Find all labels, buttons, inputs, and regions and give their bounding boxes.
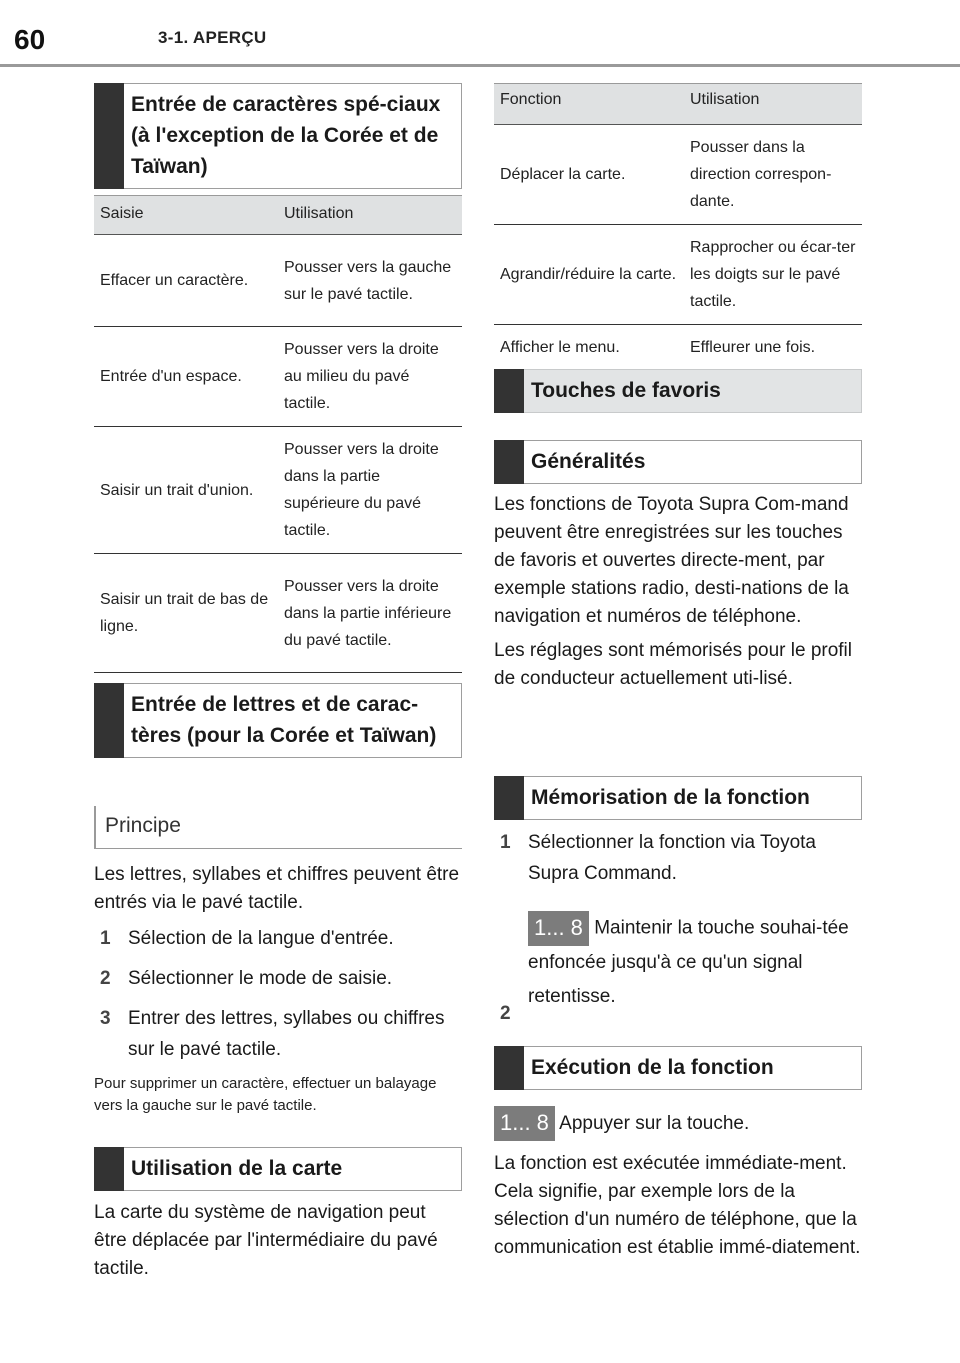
- table-row: [94, 554, 462, 673]
- table-cell: Pousser vers la droite au milieu du pavé tactile.: [278, 327, 462, 427]
- general-heading: Généralités: [494, 440, 862, 484]
- input-table: [94, 195, 462, 673]
- table-cell: Pousser vers la gauche sur le pavé tactile.: [278, 235, 462, 327]
- letters-heading-wrap: [94, 683, 462, 758]
- general-paragraph-1: Les fonctions de Toyota Supra Com-mand peuvent être enregistrées sur les touches de favoris et ouvertes directe-ment, par exemple stations radio, desti-nations de la navigation et numéros de téléphone.: [494, 494, 849, 627]
- table-cell: Effleurer une fois.: [684, 325, 862, 371]
- chapter-title: 3-1. APERÇU: [158, 28, 267, 47]
- list-item: [494, 827, 862, 889]
- heading-bar: [494, 369, 524, 413]
- principle-text: Les lettres, syllabes et chiffres peuvent être entrés via le pavé tactile.: [94, 864, 460, 913]
- header-rule: [0, 64, 960, 67]
- special-chars-heading: Entrée de caractères spé-ciaux (à l'exception de la Corée et de Taïwan): [94, 83, 462, 189]
- heading-bar: [494, 776, 524, 820]
- table-cell: Pousser dans la direction correspon-dante.: [684, 125, 862, 225]
- heading-bar: [494, 440, 524, 484]
- table-row: [494, 225, 862, 325]
- table-cell: Pousser vers la droite dans la partie inférieure du pavé tactile.: [278, 554, 462, 673]
- map-text-wrap: [94, 1199, 462, 1283]
- map-text: La carte du système de navigation peut être déplacée par l'intermédiaire du pavé tactile.: [94, 1202, 438, 1279]
- general-text-block: [494, 491, 862, 693]
- table-cell: Pousser vers la droite dans la partie supérieure du pavé tactile.: [278, 427, 462, 554]
- step-number: 3: [100, 1008, 111, 1029]
- memorize-steps: [494, 827, 862, 1024]
- heading-bar: [94, 683, 124, 758]
- list-item: [94, 963, 462, 994]
- memorize-heading: Mémorisation de la fonction: [494, 776, 862, 820]
- table-row: [494, 325, 862, 371]
- table-row: [94, 327, 462, 427]
- map-heading: Utilisation de la carte: [94, 1147, 462, 1191]
- favorites-heading-wrap: [494, 369, 862, 413]
- table-cell: Effacer un caractère.: [94, 235, 278, 327]
- table-cell: Saisir un trait de bas de ligne.: [94, 554, 278, 673]
- general-paragraph-2: Les réglages sont mémorisés pour le profil de conducteur actuellement uti-lisé.: [494, 640, 853, 689]
- execute-text: Appuyer sur la touche.: [559, 1113, 750, 1134]
- table-header-row: [94, 196, 462, 235]
- favorite-key-badge: 1... 8: [494, 1106, 555, 1141]
- principle-subheading-wrap: [94, 806, 462, 849]
- step-text: Sélection de la langue d'entrée.: [128, 928, 394, 949]
- general-heading-wrap: [494, 440, 862, 484]
- memorize-heading-wrap: [494, 776, 862, 820]
- table-cell: Agrandir/réduire la carte.: [494, 225, 684, 325]
- step-text: Entrer des lettres, syllabes ou chiffres sur le pavé tactile.: [128, 1008, 445, 1060]
- map-heading-wrap: [94, 1147, 462, 1191]
- heading-bar: [94, 1147, 124, 1191]
- step-number: 1: [500, 832, 511, 853]
- table-header-fonction: Fonction: [494, 84, 684, 125]
- table-cell: Saisir un trait d'union.: [94, 427, 278, 554]
- table-row: [494, 125, 862, 225]
- heading-bar: [494, 1046, 524, 1090]
- favorite-key-badge: 1... 8: [528, 911, 589, 946]
- table-row: [94, 235, 462, 327]
- table-header-utilisation: Utilisation: [684, 84, 862, 125]
- page-number: 60: [14, 24, 46, 55]
- table-header-utilisation: Utilisation: [278, 196, 462, 235]
- input-table-wrap: [94, 195, 462, 673]
- table-row: [94, 427, 462, 554]
- step-text: Maintenir la touche souhai-tée enfoncée jusqu'à ce qu'un signal retentisse.: [528, 917, 849, 1007]
- principle-block: [94, 861, 462, 1117]
- execute-heading-wrap: [494, 1046, 862, 1090]
- list-item: [494, 911, 862, 1024]
- step-number: 2: [100, 968, 111, 989]
- step-text: Sélectionner la fonction via Toyota Supra Command.: [528, 832, 816, 884]
- left-column: [94, 83, 462, 189]
- function-table: [494, 83, 862, 371]
- list-item: [94, 923, 462, 954]
- step-number: 2: [500, 1003, 511, 1024]
- step-number: 1: [100, 928, 111, 949]
- principle-subheading: Principe: [94, 806, 462, 849]
- table-header-row: [494, 84, 862, 125]
- table-header-saisie: Saisie: [94, 196, 278, 235]
- letters-heading: Entrée de lettres et de carac-tères (pour la Corée et Taïwan): [94, 683, 462, 758]
- delete-note: Pour supprimer un caractère, effectuer un balayage vers la gauche sur le pavé tactile.: [94, 1075, 437, 1114]
- execute-line: [494, 1106, 862, 1142]
- execute-paragraph: La fonction est exécutée immédiate-ment. Cela signifie, par exemple lors de la sélection d'un numéro de téléphone, que la communication est établie immé-diatement.: [494, 1153, 861, 1258]
- table-cell: Entrée d'un espace.: [94, 327, 278, 427]
- execute-block: [494, 1106, 862, 1262]
- heading-bar: [94, 83, 124, 189]
- table-cell: Rapprocher ou écar-ter les doigts sur le pavé tactile.: [684, 225, 862, 325]
- list-item: [94, 1003, 462, 1065]
- table-cell: Déplacer la carte.: [494, 125, 684, 225]
- favorites-heading: Touches de favoris: [494, 369, 862, 413]
- table-cell: Afficher le menu.: [494, 325, 684, 371]
- execute-heading: Exécution de la fonction: [494, 1046, 862, 1090]
- function-table-wrap: [494, 83, 862, 371]
- step-text: Sélectionner le mode de saisie.: [128, 968, 393, 989]
